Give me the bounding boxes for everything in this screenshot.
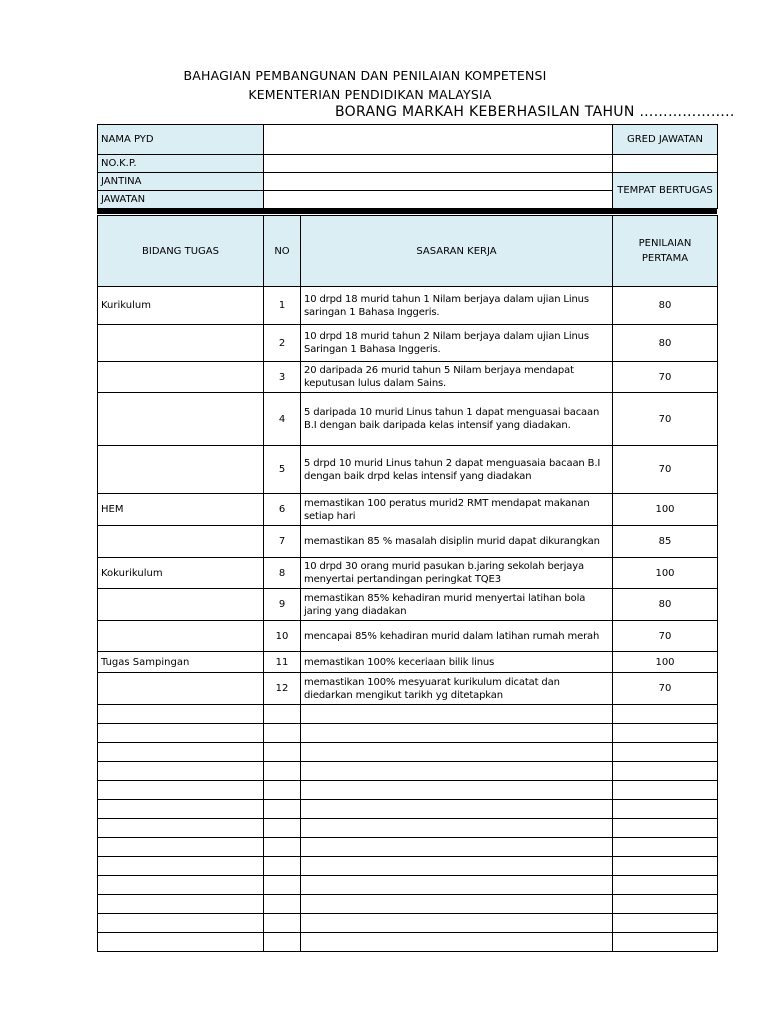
header-ministry: KEMENTERIAN PENDIDIKAN MALAYSIA [248,87,492,102]
row-sasaran[interactable]: 5 drpd 10 murid Linus tahun 2 dapat menguasaia bacaan B.I dengan baik drpd kelas intensif yang diadakan [301,446,613,494]
empty-cell[interactable] [98,762,264,781]
nokp-field[interactable] [264,155,613,173]
empty-cell[interactable] [98,838,264,857]
row-no[interactable]: 5 [264,446,301,494]
row-no[interactable]: 12 [264,673,301,705]
row-sasaran[interactable]: 10 drpd 18 murid tahun 2 Nilam berjaya dalam ujian Linus Saringan 1 Bahasa Inggeris. [301,325,613,362]
row-no[interactable]: 2 [264,325,301,362]
empty-cell[interactable] [613,914,718,933]
empty-row [98,800,718,819]
row-bidang[interactable] [98,621,264,652]
row-bidang[interactable]: HEM [98,494,264,526]
col-header-penilaian: PENILAIAN PERTAMA [613,216,718,287]
row-no[interactable]: 4 [264,393,301,446]
empty-cell[interactable] [301,724,613,743]
row-score[interactable]: 80 [613,287,718,325]
row-sasaran[interactable]: 5 daripada 10 murid Linus tahun 1 dapat menguasai bacaan B.I dengan baik daripada kelas intensif yang diadakan. [301,393,613,446]
table-row [98,526,718,558]
row-score[interactable]: 70 [613,673,718,705]
jantina-field[interactable] [264,173,613,191]
row-score[interactable]: 100 [613,494,718,526]
row-score[interactable]: 100 [613,652,718,673]
row-bidang[interactable] [98,393,264,446]
empty-cell[interactable] [98,876,264,895]
row-bidang[interactable] [98,673,264,705]
empty-row [98,933,718,952]
empty-cell[interactable] [613,705,718,724]
row-no[interactable]: 3 [264,362,301,393]
empty-cell[interactable] [301,781,613,800]
row-bidang[interactable] [98,362,264,393]
empty-cell[interactable] [98,781,264,800]
empty-cell[interactable] [98,705,264,724]
row-score[interactable]: 80 [613,589,718,621]
empty-cell[interactable] [301,933,613,952]
jantina-label: JANTINA [98,173,264,191]
row-sasaran[interactable]: mencapai 85% kehadiran murid dalam latihan rumah merah [301,621,613,652]
col-header-no: NO [264,216,301,287]
empty-cell[interactable] [613,876,718,895]
empty-cell[interactable] [301,762,613,781]
empty-cell[interactable] [613,800,718,819]
empty-cell[interactable] [301,800,613,819]
empty-cell[interactable] [613,724,718,743]
table-row [98,673,718,705]
empty-cell[interactable] [98,724,264,743]
row-no[interactable]: 9 [264,589,301,621]
jawatan-field[interactable] [264,191,613,209]
empty-cell[interactable] [264,838,301,857]
empty-cell[interactable] [613,781,718,800]
row-score[interactable]: 70 [613,362,718,393]
empty-cell[interactable] [264,743,301,762]
empty-row [98,762,718,781]
empty-cell[interactable] [98,914,264,933]
empty-cell[interactable] [264,781,301,800]
empty-cell[interactable] [264,914,301,933]
form-title: BORANG MARKAH KEBERHASILAN TAHUN ……………….. [335,104,735,120]
table-row [98,325,718,362]
row-score[interactable]: 70 [613,446,718,494]
gred-jawatan-field[interactable] [613,155,718,173]
empty-cell[interactable] [98,857,264,876]
row-sasaran[interactable]: memastikan 85% kehadiran murid menyertai latihan bola jaring yang diadakan [301,589,613,621]
table-row [98,393,718,446]
row-bidang[interactable] [98,589,264,621]
row-score[interactable]: 80 [613,325,718,362]
table-row [98,652,718,673]
empty-cell[interactable] [264,724,301,743]
empty-cell[interactable] [301,705,613,724]
jawatan-label: JAWATAN [98,191,264,209]
row-no[interactable]: 11 [264,652,301,673]
row-no[interactable]: 6 [264,494,301,526]
row-bidang[interactable]: Kokurikulum [98,558,264,589]
empty-cell[interactable] [98,895,264,914]
empty-cell[interactable] [613,895,718,914]
row-no[interactable]: 8 [264,558,301,589]
row-bidang[interactable] [98,526,264,558]
row-score[interactable]: 100 [613,558,718,589]
table-row [98,362,718,393]
empty-cell[interactable] [301,743,613,762]
row-sasaran[interactable]: memastikan 85 % masalah disiplin murid dapat dikurangkan [301,526,613,558]
empty-cell[interactable] [613,762,718,781]
row-sasaran[interactable]: 10 drpd 30 orang murid pasukan b.jaring sekolah berjaya menyertai pertandingan peringkat TQE3 [301,558,613,589]
empty-cell[interactable] [301,838,613,857]
empty-row [98,895,718,914]
empty-row [98,876,718,895]
section-divider [97,208,717,214]
empty-cell[interactable] [301,857,613,876]
target-table [97,215,718,952]
header-department: BAHAGIAN PEMBANGUNAN DAN PENILAIAN KOMPETENSI [183,68,547,83]
row-score[interactable]: 70 [613,393,718,446]
empty-cell[interactable] [301,914,613,933]
gred-jawatan-label: GRED JAWATAN [613,125,718,155]
empty-row [98,857,718,876]
empty-cell[interactable] [264,762,301,781]
empty-row [98,819,718,838]
empty-cell[interactable] [301,876,613,895]
row-sasaran[interactable]: 20 daripada 26 murid tahun 5 Nilam berjaya mendapat keputusan lulus dalam Sains. [301,362,613,393]
empty-row [98,705,718,724]
empty-cell[interactable] [264,857,301,876]
nama-pyd-label: NAMA PYD [98,125,264,155]
table-row [98,558,718,589]
empty-cell[interactable] [98,800,264,819]
tempat-bertugas-label: TEMPAT BERTUGAS [613,173,718,209]
empty-cell[interactable] [301,895,613,914]
table-row [98,621,718,652]
empty-cell[interactable] [613,819,718,838]
row-score[interactable]: 70 [613,621,718,652]
empty-cell[interactable] [613,857,718,876]
row-no[interactable]: 10 [264,621,301,652]
row-score[interactable]: 85 [613,526,718,558]
row-sasaran[interactable]: memastikan 100% keceriaan bilik linus [301,652,613,673]
row-bidang[interactable] [98,325,264,362]
empty-cell[interactable] [613,933,718,952]
empty-cell[interactable] [264,819,301,838]
table-row [98,494,718,526]
row-sasaran[interactable]: memastikan 100% mesyuarat kurikulum dicatat dan diedarkan mengikut tarikh yg ditetapkan [301,673,613,705]
empty-cell[interactable] [98,819,264,838]
empty-row [98,914,718,933]
empty-row [98,724,718,743]
empty-cell[interactable] [98,743,264,762]
row-no[interactable]: 7 [264,526,301,558]
empty-row [98,743,718,762]
empty-cell[interactable] [301,819,613,838]
table-row [98,287,718,325]
table-row [98,446,718,494]
info-table [97,124,718,209]
empty-cell[interactable] [264,800,301,819]
col-header-sasaran: SASARAN KERJA [301,216,613,287]
empty-cell[interactable] [264,895,301,914]
row-bidang[interactable]: Tugas Sampingan [98,652,264,673]
empty-cell[interactable] [264,876,301,895]
row-sasaran[interactable]: 10 drpd 18 murid tahun 1 Nilam berjaya dalam ujian Linus saringan 1 Bahasa Inggeris. [301,287,613,325]
nokp-label: NO.K.P. [98,155,264,173]
empty-row [98,781,718,800]
col-header-bidang: BIDANG TUGAS [98,216,264,287]
row-bidang[interactable]: Kurikulum [98,287,264,325]
empty-cell[interactable] [264,705,301,724]
empty-cell[interactable] [613,743,718,762]
empty-cell[interactable] [98,933,264,952]
empty-row [98,838,718,857]
nama-pyd-field[interactable] [264,125,613,155]
empty-cell[interactable] [264,933,301,952]
row-bidang[interactable] [98,446,264,494]
empty-cell[interactable] [613,838,718,857]
row-sasaran[interactable]: memastikan 100 peratus murid2 RMT mendapat makanan setiap hari [301,494,613,526]
row-no[interactable]: 1 [264,287,301,325]
table-row [98,589,718,621]
